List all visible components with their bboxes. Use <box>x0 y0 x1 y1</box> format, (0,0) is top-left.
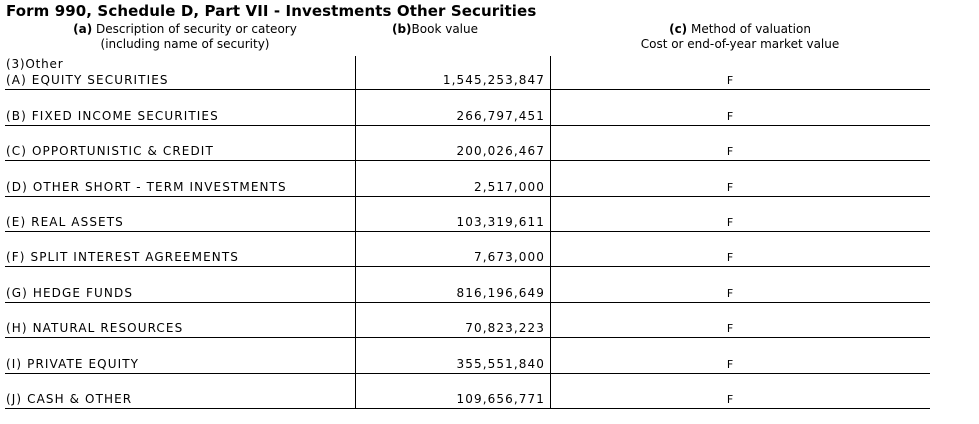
table-row <box>0 338 930 373</box>
column-a-title: Description of security or cateory <box>92 22 297 36</box>
row-book-value: 1,545,253,847 <box>442 73 545 88</box>
row-valuation-method: F <box>726 392 734 406</box>
column-b-letter: (b) <box>391 22 412 36</box>
row-description: (I) PRIVATE EQUITY <box>6 356 140 371</box>
section-label: (3)Other <box>6 57 64 71</box>
row-description: (C) OPPORTUNISTIC & CREDIT <box>6 144 214 159</box>
column-header-book-value <box>380 22 490 37</box>
row-valuation-method: F <box>726 251 734 265</box>
row-book-value: 266,797,451 <box>456 108 545 123</box>
row-description: (E) REAL ASSETS <box>6 214 124 229</box>
row-rule <box>5 408 930 409</box>
column-c-subtitle: Cost or end-of-year market value <box>640 37 840 51</box>
row-book-value: 109,656,771 <box>456 391 545 406</box>
column-c-letter: (c) <box>669 22 688 36</box>
row-book-value: 70,823,223 <box>465 321 545 336</box>
column-b-title: Book value <box>411 22 479 36</box>
row-valuation-method: F <box>726 145 734 159</box>
column-a-subtitle: (including name of security) <box>100 37 270 51</box>
row-valuation-method: F <box>726 109 734 123</box>
row-valuation-method: F <box>726 180 734 194</box>
row-valuation-method: F <box>726 286 734 300</box>
table-row <box>0 303 930 338</box>
row-book-value: 7,673,000 <box>474 250 545 265</box>
row-description: (D) OTHER SHORT - TERM INVESTMENTS <box>6 179 287 194</box>
row-description: (J) CASH & OTHER <box>6 391 133 406</box>
row-description: (F) SPLIT INTEREST AGREEMENTS <box>6 250 239 265</box>
row-book-value: 103,319,611 <box>456 214 545 229</box>
row-valuation-method: F <box>726 215 734 229</box>
row-book-value: 200,026,467 <box>456 144 545 159</box>
column-c-title: Method of valuation <box>687 22 811 36</box>
table-row <box>0 232 930 267</box>
table-row <box>0 55 930 90</box>
row-book-value: 816,196,649 <box>456 285 545 300</box>
row-description: (G) HEDGE FUNDS <box>6 285 134 300</box>
column-header-method <box>600 22 880 52</box>
table-row <box>0 90 930 125</box>
table-row <box>0 161 930 196</box>
row-valuation-method: F <box>726 74 734 88</box>
column-a-letter: (a) <box>73 22 93 36</box>
table-row <box>0 374 930 409</box>
row-book-value: 2,517,000 <box>474 179 545 194</box>
form-title: Form 990, Schedule D, Part VII - Investments Other Securities <box>6 2 537 20</box>
table-row <box>0 267 930 302</box>
column-header-description <box>40 22 330 52</box>
row-description: (B) FIXED INCOME SECURITIES <box>6 108 219 123</box>
row-book-value: 355,551,840 <box>456 356 545 371</box>
row-valuation-method: F <box>726 322 734 336</box>
table-row <box>0 126 930 161</box>
row-description: (H) NATURAL RESOURCES <box>6 321 184 336</box>
table-row <box>0 197 930 232</box>
row-description: (A) EQUITY SECURITIES <box>6 73 169 88</box>
row-valuation-method: F <box>726 357 734 371</box>
